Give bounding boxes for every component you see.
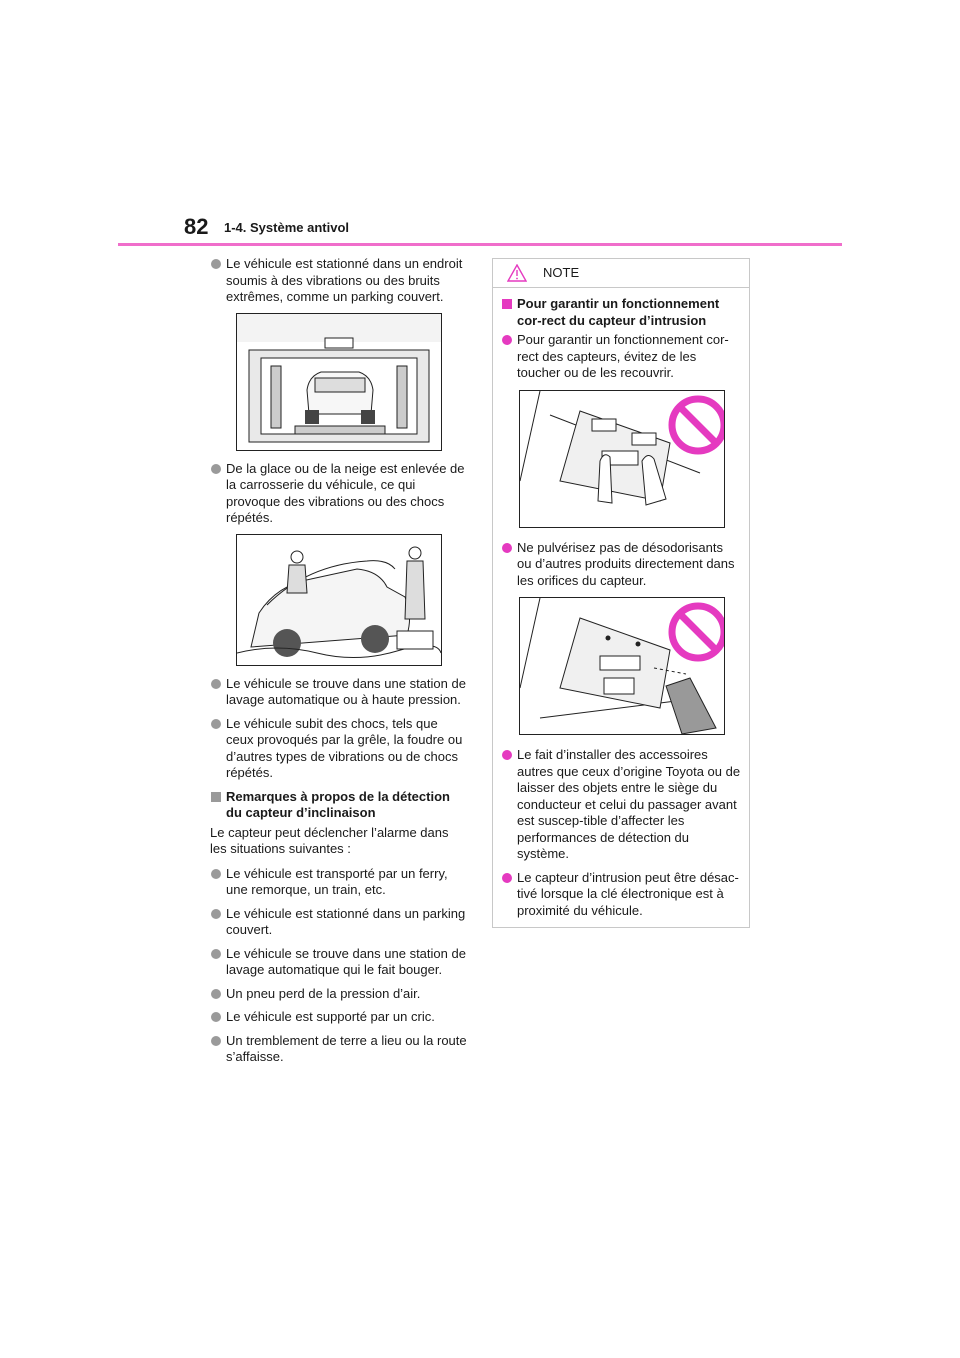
car-wash-illustration [236,313,442,451]
bullet-icon [211,679,221,689]
bullet-icon [211,719,221,729]
note-title: NOTE [543,264,580,280]
list-item-text: Pour garantir un fonctionnement cor-rect des capteurs, évitez de les toucher ou de les recouvrir. [517,332,729,380]
list-item [210,986,468,1003]
list-item-text: Le capteur d’intrusion peut être désac-tivé lorsque la clé électronique est à proximité du véhicule. [517,869,739,918]
page-number: 82 [184,214,209,239]
list-item [501,747,741,863]
list-item [501,540,741,590]
bullet-icon [502,335,512,345]
list-item-text: Un tremblement de terre a lieu ou la route s’affaisse. [226,1032,467,1064]
bullet-icon [211,869,221,879]
list-item-text: Le véhicule est stationné dans un parking couvert. [226,905,466,937]
bullet-icon [502,873,512,883]
bullet-icon [211,259,221,269]
bullet-icon [211,909,221,919]
bullet-icon [502,750,512,760]
list-item-text: Le fait d’installer des accessoires autres que ceux d’origine Toyota ou de laisser des objets entre le siège du conducteur et celui du passager avant est suscep-tible d’affecter les performances de détection du système. [517,747,741,861]
list-item [210,1033,468,1066]
do-not-touch-sensor-illustration [519,390,725,528]
list-item-text: Le véhicule subit des chocs, tels que ceux provoqués par la grêle, la foudre ou d’autres types de vibrations ou de chocs répétés. [226,715,463,780]
note-header [493,259,749,288]
subsection-heading [210,789,468,822]
list-item-text: Le véhicule est stationné dans un endroit soumis à des vibrations ou des bruits extrêmes, comme un parking couvert. [226,256,463,304]
list-item [210,866,468,899]
list-item-text: Le véhicule se trouve dans une station de lavage automatique qui le fait bouger. [226,945,466,977]
bullet-icon [211,949,221,959]
bullet-icon [211,989,221,999]
list-item [210,1009,468,1026]
list-item [501,332,741,382]
warning-icon [507,264,527,282]
list-item-text: Ne pulvérisez pas de désodorisants ou d’autres produits directement dans les orifices du capteur. [517,539,735,588]
heading-text: Remarques à propos de la détection du capteur d’inclinaison [226,788,450,820]
bullet-icon [211,464,221,474]
square-bullet-icon [211,792,221,802]
note-box [492,258,750,928]
do-not-spray-sensor-illustration [519,597,725,735]
list-item [210,256,468,306]
note-heading [501,296,741,329]
list-item [210,716,468,782]
bullet-icon [211,1012,221,1022]
left-column [210,256,468,1073]
list-item [210,946,468,979]
list-item-text: Un pneu perd de la pression d’air. [226,985,421,1001]
heading-text: Pour garantir un fonctionnement cor-rect du capteur d’intrusion [517,296,720,328]
list-item-text: Le véhicule est supporté par un cric. [226,1009,435,1024]
square-bullet-icon [502,299,512,309]
list-item-text: Le véhicule est transporté par un ferry, une remorque, un train, etc. [226,865,448,897]
list-item-text: Le véhicule se trouve dans une station de lavage automatique ou à haute pression. [226,675,466,707]
list-item-text: De la glace ou de la neige est enlevée de la carrosserie du véhicule, ce qui provoque des vibrations ou des chocs répétés. [226,460,465,525]
list-item [210,676,468,709]
header-rule [118,243,842,246]
right-column [492,258,750,928]
bullet-icon [211,1036,221,1046]
bullet-icon [502,543,512,553]
section-title: 1-4. Système antivol [224,220,349,235]
paragraph: Le capteur peut déclencher l’alarme dans les situations suivantes : [210,824,449,856]
list-item [210,906,468,939]
list-item [210,461,468,527]
list-item [501,870,741,920]
snow-removal-illustration [236,534,442,666]
